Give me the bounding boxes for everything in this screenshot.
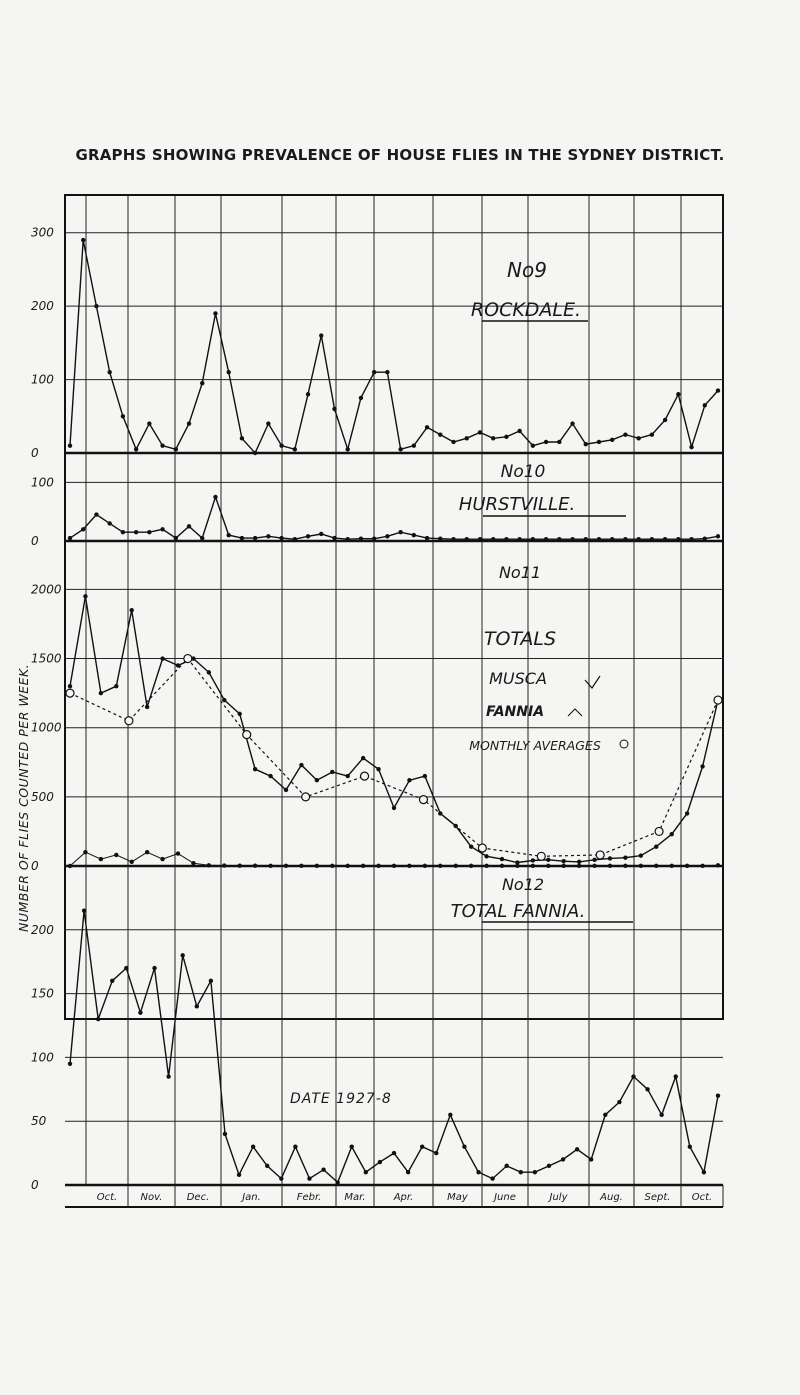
data-point [577,860,581,864]
x-axis-title: DATE 1927-8 [290,1091,392,1107]
data-point [478,430,482,434]
y-tick-label: 2000 [31,582,62,597]
data-point [121,530,125,534]
data-point [703,536,707,540]
data-point [359,396,363,400]
data-point [209,979,213,983]
page-title: GRAPHS SHOWING PREVALENCE OF HOUSE FLIES IN THE SYDNEY DISTRICT. [75,146,725,164]
data-point [284,864,288,868]
data-point [134,530,138,534]
data-point [716,1093,720,1097]
data-point [592,864,596,868]
data-point [546,858,550,862]
data-point [575,1147,579,1151]
data-point [284,788,288,792]
data-point [689,537,693,541]
data-point [484,864,488,868]
data-point [332,536,336,540]
data-point [330,864,334,868]
data-point [319,532,323,536]
data-point [589,1157,593,1161]
data-point [207,863,211,867]
data-point [124,966,128,970]
panel-number: No12 [501,875,545,894]
data-point [299,763,303,767]
data-point [253,767,257,771]
data-point [330,770,334,774]
data-point [438,864,442,868]
data-point [425,536,429,540]
panel-title: HURSTVILLE. [458,494,576,515]
data-point [251,1145,255,1149]
data-point [423,864,427,868]
data-point [240,436,244,440]
data-point [160,656,164,660]
data-point [519,1170,523,1174]
data-point [152,966,156,970]
data-point [515,864,519,868]
data-point [293,447,297,451]
data-point [160,527,164,531]
data-point [584,442,588,446]
data-point [145,705,149,709]
data-point [484,854,488,858]
data-point [438,432,442,436]
data-point [346,864,350,868]
data-point [81,238,85,242]
panel-number: No11 [498,563,542,582]
data-point [531,537,535,541]
x-tick-label: Dec. [186,1192,210,1203]
y-tick-label: 0 [31,859,39,873]
data-point [700,864,704,868]
data-point [631,1074,635,1078]
data-point [469,864,473,868]
data-point [674,1074,678,1078]
average-marker [361,772,369,780]
data-point [412,533,416,537]
data-point [557,440,561,444]
data-point [491,537,495,541]
data-point [385,534,389,538]
data-point [406,1170,410,1174]
data-point [623,432,627,436]
data-point [376,767,380,771]
data-point [293,1145,297,1149]
data-point [372,536,376,540]
y-tick-label: 1500 [31,651,62,666]
data-point [623,537,627,541]
y-tick-label: 300 [31,225,54,240]
y-tick-label: 100 [31,1050,54,1065]
data-point [335,1180,339,1184]
average-marker [537,852,545,860]
data-point [617,1100,621,1104]
data-point [114,684,118,688]
data-point [385,370,389,374]
data-point [392,1151,396,1155]
data-point [659,1113,663,1117]
data-point [685,811,689,815]
y-tick-label: 0 [31,446,39,460]
data-point [176,851,180,855]
average-marker [125,717,133,725]
data-point [557,537,561,541]
data-point [577,864,581,868]
data-point [226,370,230,374]
data-point [491,436,495,440]
y-tick-label: 1000 [31,720,62,735]
data-point [253,451,257,455]
chart-frame [65,195,723,1019]
data-point [187,421,191,425]
data-point [83,594,87,598]
data-point [645,1087,649,1091]
data-point [423,774,427,778]
panel-title: TOTAL FANNIA. [450,901,586,922]
data-point [670,864,674,868]
data-point [546,864,550,868]
x-tick-label: May [447,1192,468,1203]
data-point [504,1164,508,1168]
data-point [610,438,614,442]
data-point [407,778,411,782]
data-point [465,537,469,541]
data-point [562,859,566,863]
data-point [68,536,72,540]
data-point [82,908,86,912]
y-tick-label: 100 [31,475,54,490]
data-point [68,684,72,688]
data-point [597,537,601,541]
x-tick-label: Aug. [600,1192,623,1203]
data-point [544,537,548,541]
data-point [130,860,134,864]
data-point [476,1170,480,1174]
data-point [200,536,204,540]
data-point [702,1170,706,1174]
data-point [174,447,178,451]
data-point [597,440,601,444]
data-point [346,537,350,541]
data-point [703,403,707,407]
data-point [321,1167,325,1171]
data-point [94,512,98,516]
data-point [222,698,226,702]
data-point [134,447,138,451]
data-point [517,429,521,433]
y-tick-label: 500 [31,789,54,804]
data-point [253,536,257,540]
legend-key-fannia [568,709,582,716]
data-point [623,856,627,860]
data-point [636,537,640,541]
data-point [372,370,376,374]
data-point [469,844,473,848]
data-point [517,537,521,541]
series-line [70,911,718,1183]
data-point [478,537,482,541]
data-point [237,1173,241,1177]
data-point [392,806,396,810]
data-point [240,536,244,540]
data-point [346,774,350,778]
data-point [213,311,217,315]
data-point [359,536,363,540]
y-tick-label: 200 [31,299,54,314]
data-point [490,1176,494,1180]
data-point [500,857,504,861]
data-point [94,304,98,308]
data-point [68,1062,72,1066]
data-point [332,407,336,411]
data-point [315,864,319,868]
data-point [378,1160,382,1164]
data-point [654,864,658,868]
data-point [685,864,689,868]
data-point [306,392,310,396]
series-line [70,596,718,862]
data-point [670,832,674,836]
average-marker [478,844,486,852]
data-point [96,1017,100,1021]
series-line [70,240,718,453]
data-point [688,1145,692,1149]
data-point [676,537,680,541]
data-point [99,857,103,861]
data-point [420,1145,424,1149]
data-point [398,530,402,534]
data-point [266,534,270,538]
data-point [130,608,134,612]
data-point [561,1157,565,1161]
data-point [213,495,217,499]
data-point [448,1113,452,1117]
average-marker [596,851,604,859]
data-point [434,1151,438,1155]
data-point [412,443,416,447]
data-point [195,1004,199,1008]
data-point [147,530,151,534]
x-tick-label: Oct. [96,1192,118,1203]
data-point [160,857,164,861]
data-point [238,712,242,716]
data-point [623,864,627,868]
x-tick-label: July [549,1192,568,1203]
data-point [166,1074,170,1078]
data-point [83,850,87,854]
data-point [398,447,402,451]
data-point [407,864,411,868]
legend-label-musca: MUSCA [489,669,547,688]
legend-key-averages [620,740,628,748]
panel-number: No10 [500,462,546,482]
series-line [70,659,718,857]
data-point [223,1132,227,1136]
data-point [533,1170,537,1174]
data-point [531,858,535,862]
data-point [700,764,704,768]
data-point [547,1164,551,1168]
x-tick-label: Mar. [344,1192,366,1203]
data-point [253,864,257,868]
data-point [650,537,654,541]
data-point [99,691,103,695]
data-point [350,1145,354,1149]
x-tick-label: Oct. [691,1192,713,1203]
data-point [315,778,319,782]
y-tick-label: 0 [31,1178,39,1192]
data-point [531,443,535,447]
y-tick-label: 50 [31,1114,47,1129]
legend-label-averages: MONTHLY AVERAGES [469,738,601,753]
data-point [639,853,643,857]
data-point [462,1145,466,1149]
data-point [191,861,195,865]
data-point [268,864,272,868]
legend-key-musca [585,676,600,688]
x-tick-label: Jan. [242,1192,261,1203]
x-tick-label: Febr. [296,1192,322,1203]
data-point [689,445,693,449]
average-marker [243,731,251,739]
data-point [299,864,303,868]
data-point [584,537,588,541]
data-point [361,864,365,868]
data-point [504,537,508,541]
data-point [364,1170,368,1174]
data-point [500,864,504,868]
data-point [676,392,680,396]
data-point [145,850,149,854]
data-point [187,524,191,528]
data-point [238,864,242,868]
data-point [636,436,640,440]
data-point [465,436,469,440]
data-point [207,670,211,674]
data-point [180,953,184,957]
data-point [544,440,548,444]
data-point [531,864,535,868]
data-point [307,1176,311,1180]
data-point [663,418,667,422]
data-point [68,864,72,868]
data-point [266,421,270,425]
data-point [222,863,226,867]
data-point [107,521,111,525]
x-tick-label: Nov. [140,1192,163,1203]
y-tick-label: 150 [31,986,54,1001]
panel-title: TOTALS [483,628,557,650]
data-point [654,844,658,848]
x-tick-label: Apr. [393,1192,414,1203]
data-point [392,864,396,868]
data-point [361,756,365,760]
data-point [608,856,612,860]
data-point [114,853,118,857]
data-point [107,370,111,374]
panel-title: ROCKDALE. [470,299,582,321]
data-point [504,435,508,439]
data-point [138,1011,142,1015]
series-line [70,497,718,539]
y-tick-label: 100 [31,372,54,387]
data-point [226,533,230,537]
data-point [716,534,720,538]
data-point [160,443,164,447]
data-point [716,388,720,392]
data-point [174,536,178,540]
panel-number: No9 [507,258,547,282]
data-point [279,443,283,447]
legend-label-fannia: FANNIA [485,704,545,720]
data-point [147,421,151,425]
data-point [603,1113,607,1117]
y-axis-title: NUMBER OF FLIES COUNTED PER WEEK. [16,663,31,932]
average-marker [302,793,310,801]
data-point [110,979,114,983]
data-point [81,527,85,531]
data-point [451,537,455,541]
data-point [562,864,566,868]
data-point [279,1176,283,1180]
x-tick-label: Sept. [644,1192,671,1203]
data-point [608,864,612,868]
data-point [570,537,574,541]
y-tick-label: 0 [31,534,39,548]
data-point [650,432,654,436]
data-point [425,425,429,429]
average-marker [419,796,427,804]
data-point [570,421,574,425]
data-point [454,864,458,868]
average-marker [184,655,192,663]
data-point [265,1164,269,1168]
data-point [639,864,643,868]
data-point [451,440,455,444]
data-point [438,536,442,540]
data-point [610,537,614,541]
data-point [268,774,272,778]
y-tick-label: 200 [31,922,54,937]
data-point [279,536,283,540]
data-point [293,537,297,541]
data-point [319,333,323,337]
average-marker [655,827,663,835]
data-point [376,864,380,868]
x-tick-label: June [494,1192,516,1203]
data-point [200,381,204,385]
average-marker [66,689,74,697]
data-point [663,537,667,541]
data-point [306,534,310,538]
data-point [716,863,720,867]
data-point [68,443,72,447]
data-point [592,858,596,862]
average-marker [714,696,722,704]
data-point [121,414,125,418]
data-point [346,447,350,451]
